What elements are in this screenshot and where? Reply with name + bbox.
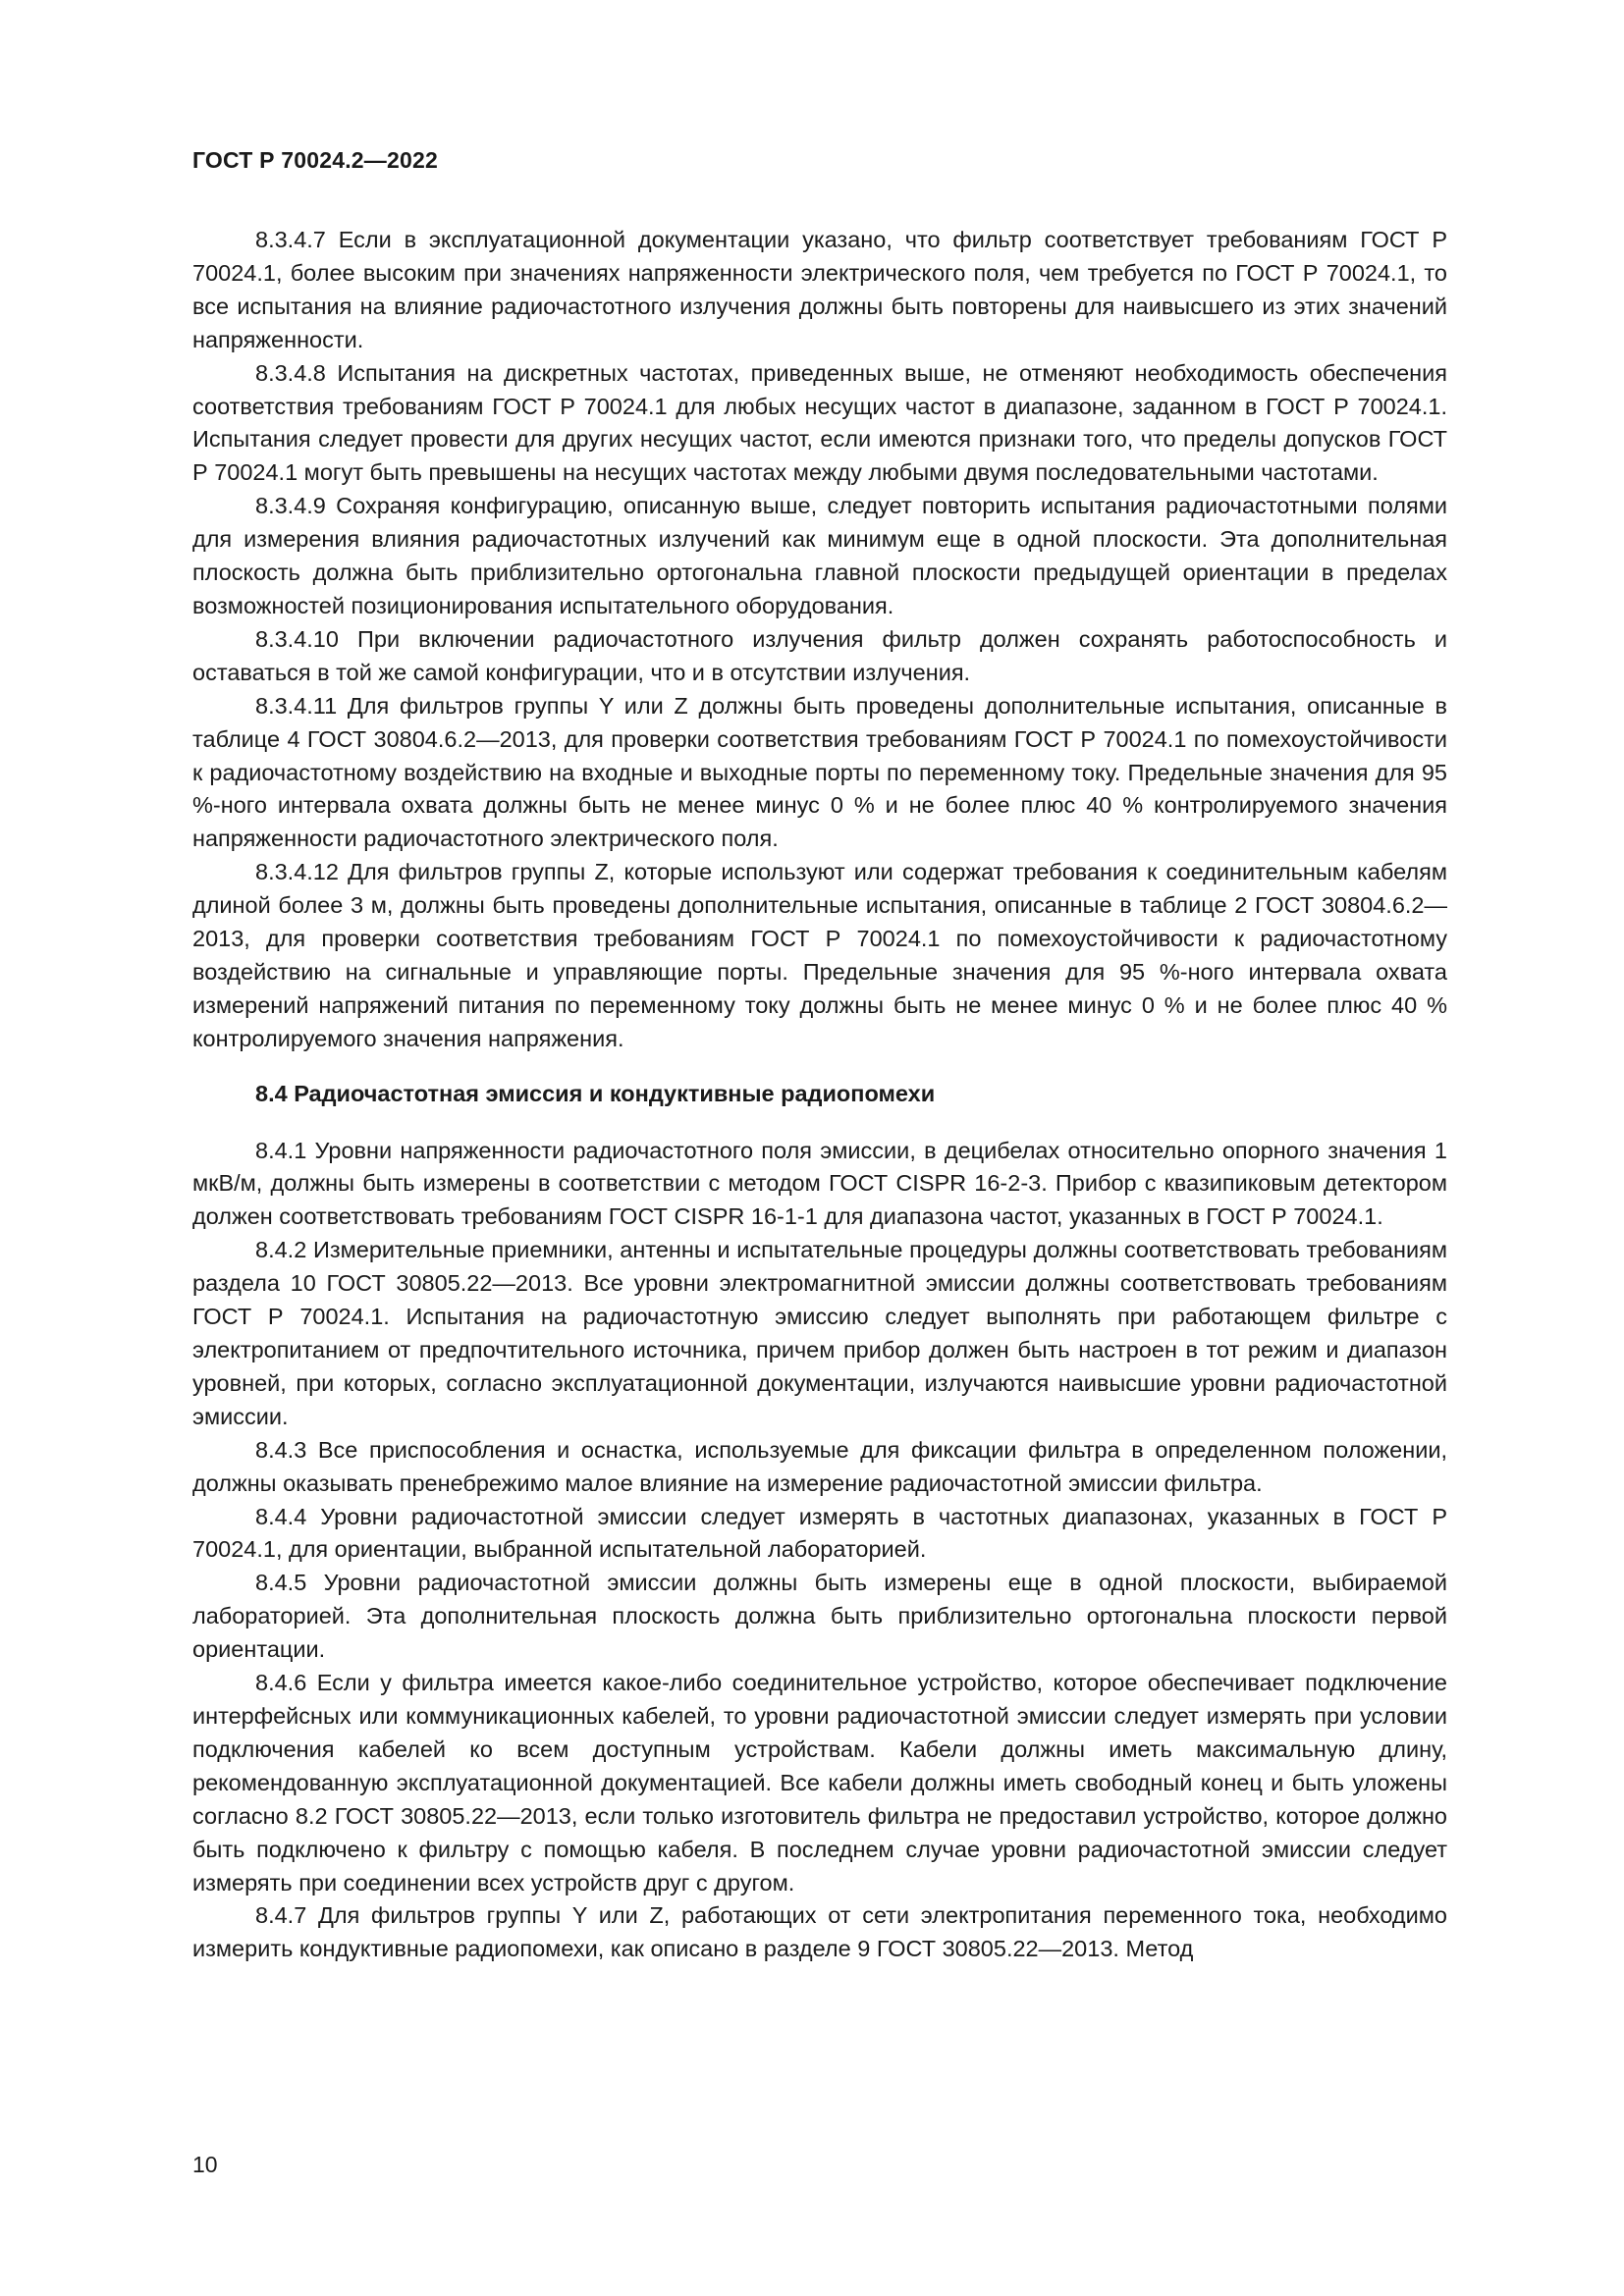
paragraph-8-3-4-7: 8.3.4.7 Если в эксплуатационной документации указано, что фильтр соответствует требованиям ГОСТ Р 70024.1, более высоким при значениях напряженности электрического поля, чем требуется по ГОСТ Р 70024.1, то все испытания на влияние радиочастотного излучения должны быть повторены для наивысшего из этих значений напряженности. [192,227,1447,352]
paragraph-8-3-4-9: 8.3.4.9 Сохраняя конфигурацию, описанную выше, следует повторить испытания радиочастотными полями для измерения влияния радиочастотных излучений как минимум еще в одной плоскости. Эта дополнительная плоскость должна быть приблизительно ортогональна главной плоскости предыдущей ориентации в пределах возможностей позиционирования испытательного оборудования. [192,493,1447,618]
paragraph-8-4-2: 8.4.2 Измерительные приемники, антенны и испытательные процедуры должны соответствовать требованиям раздела 10 ГОСТ 30805.22—2013. Все уровни электромагнитной эмиссии должны соответствовать требованиям ГОСТ Р 70024.1. Испытания на радиочастотную эмиссию следует выполнять при работающем фильтре с электропитанием от предпочтительного источника, причем прибор должен быть настроен в тот режим и диапазон уровней, при которых, согласно эксплуатационной документации, излучаются наивысшие уровни радиочастотной эмиссии. [192,1237,1447,1429]
section-heading-8-4: 8.4 Радиочастотная эмиссия и кондуктивные радиопомехи [255,1080,936,1106]
paragraph-8-3-4-12: 8.3.4.12 Для фильтров группы Z, которые используют или содержат требования к соединительным кабелям длиной более 3 м, должны быть проведены дополнительные испытания, описанные в таблице 2 ГОСТ 30804.6.2—2013, для проверки соответствия требованиям ГОСТ Р 70024.1 по помехоустойчивости к радиочастотному воздействию на сигнальные и управляющие порты. Предельные значения для 95 %-ного интервала охвата измерений напряжений питания по переменному току должны быть не менее минус 0 % и не более плюс 40 % контролируемого значения напряжения. [192,859,1447,1051]
paragraph-8-4-3: 8.4.3 Все приспособления и оснастка, используемые для фиксации фильтра в определенном положении, должны оказывать пренебрежимо малое влияние на измерение радиочастотной эмиссии фильтра. [192,1436,1447,1496]
paragraph-8-3-4-11: 8.3.4.11 Для фильтров группы Y или Z должны быть проведены дополнительные испытания, описанные в таблице 4 ГОСТ 30804.6.2—2013, для проверки соответствия требованиям ГОСТ Р 70024.1 по помехоустойчивости к радиочастотному воздействию на входные и выходные порты по переменному току. Предельные значения для 95 %-ного интервала охвата должны быть не менее минус 0 % и не более плюс 40 % контролируемого значения напряженности радиочастотного электрического поля. [192,692,1447,852]
paragraph-8-4-7: 8.4.7 Для фильтров группы Y или Z, работающих от сети электропитания переменного тока, необходимо измерить кондуктивные радиопомехи, как описано в разделе 9 ГОСТ 30805.22—2013. Метод [192,1902,1447,1962]
page-number: 10 [192,2152,218,2177]
document-header: ГОСТ Р 70024.2—2022 [192,147,438,173]
paragraph-8-4-1: 8.4.1 Уровни напряженности радиочастотного поля эмиссии, в децибелах относительно опорного значения 1 мкВ/м, должны быть измерены в соответствии с методом ГОСТ CISPR 16-2-3. Прибор с квазипиковым детектором должен соответствовать требованиям ГОСТ CISPR 16-1-1 для диапазона частот, указанных в ГОСТ Р 70024.1. [192,1137,1447,1230]
paragraph-8-4-4: 8.4.4 Уровни радиочастотной эмиссии следует измерять в частотных диапазонах, указанных в ГОСТ Р 70024.1, для ориентации, выбранной испытательной лабораторией. [192,1503,1447,1563]
document-body [192,224,1447,1966]
paragraph-8-3-4-10: 8.3.4.10 При включении радиочастотного излучения фильтр должен сохранять работоспособность и оставаться в той же самой конфигурации, что и в отсутствии излучения. [192,625,1447,685]
paragraph-8-3-4-8: 8.3.4.8 Испытания на дискретных частотах, приведенных выше, не отменяют необходимость обеспечения соответствия требованиям ГОСТ Р 70024.1 для любых несущих частот в диапазоне, заданном в ГОСТ Р 70024.1. Испытания следует провести для других несущих частот, если имеются признаки того, что пределы допусков ГОСТ Р 70024.1 могут быть превышены на несущих частотах между любыми двумя последовательными частотами. [192,359,1447,486]
paragraph-8-4-6: 8.4.6 Если у фильтра имеется какое-либо соединительное устройство, которое обеспечивает подключение интерфейсных или коммуникационных кабелей, то уровни радиочастотной эмиссии следует измерять при условии подключения кабелей ко всем доступным устройствам. Кабели должны иметь максимальную длину, рекомендованную эксплуатационной документацией. Все кабели должны иметь свободный конец и быть уложены согласно 8.2 ГОСТ 30805.22—2013, если только изготовитель фильтра не предоставил устройство, которое должно быть подключено к фильтру с помощью кабеля. В последнем случае уровни радиочастотной эмиссии следует измерять при соединении всех устройств друг с другом. [192,1670,1447,1896]
paragraph-8-4-5: 8.4.5 Уровни радиочастотной эмиссии должны быть измерены еще в одной плоскости, выбираемой лабораторией. Эта дополнительная плоскость должна быть приблизительно ортогональна плоскости первой ориентации. [192,1570,1447,1663]
